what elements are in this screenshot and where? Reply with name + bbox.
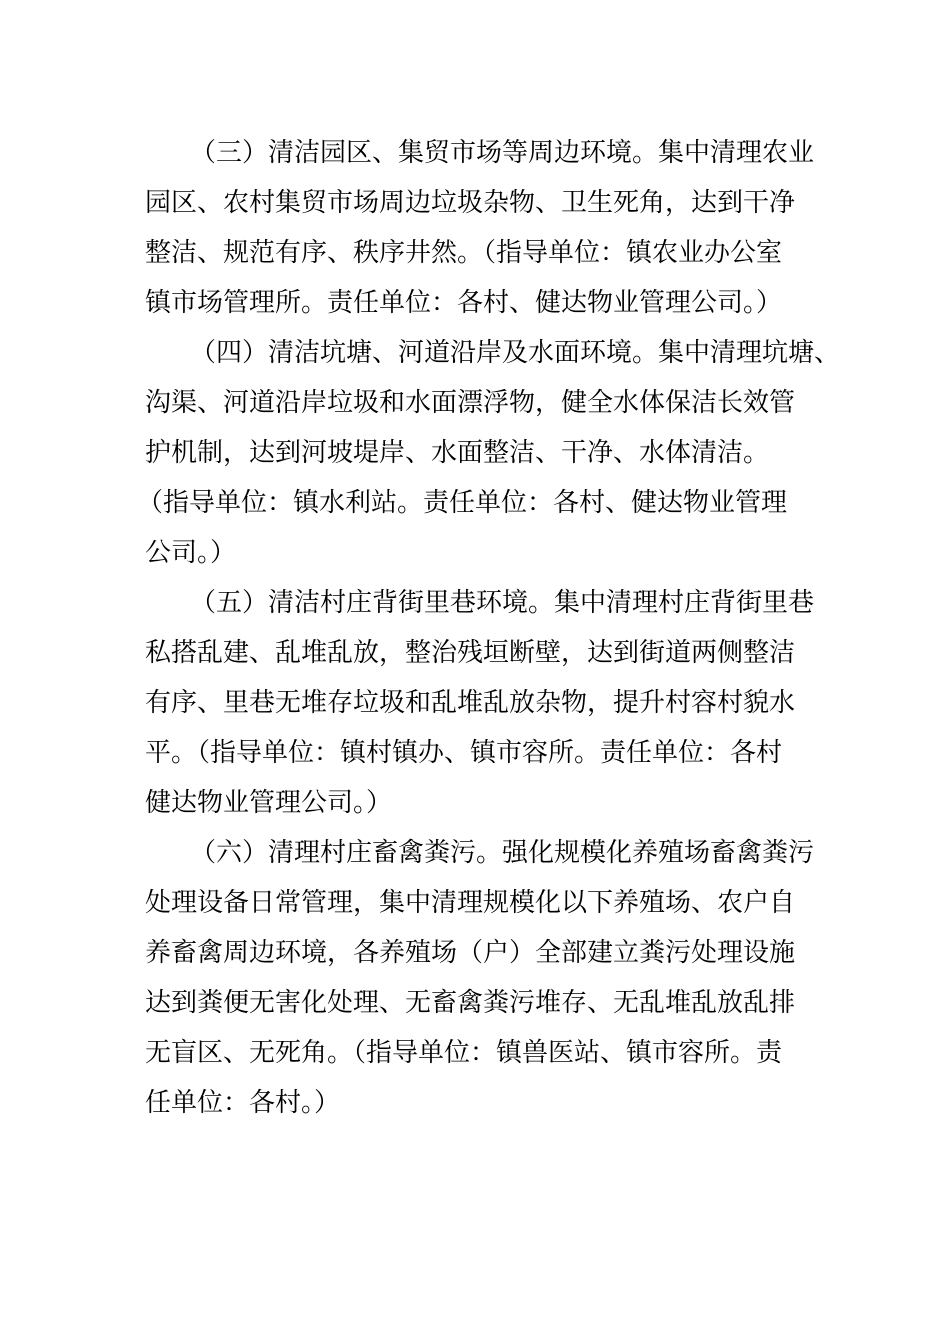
text-line: 养畜禽周边环境，各养殖场（户）全部建立粪污处理设施 (145, 938, 796, 968)
text-line: 园区、农村集贸市场周边垃圾杂物、卫生死角，达到干净 (145, 188, 796, 218)
text-line: （六）清理村庄畜禽粪污。强化规模化养殖场畜禽粪污 (190, 838, 815, 868)
text-line: 有序、里巷无堆存垃圾和乱堆乱放杂物，提升村容村貌水 (145, 688, 796, 718)
text-line: （指导单位：镇水利站。责任单位：各村、健达物业管理 (137, 488, 788, 518)
text-line: 护机制，达到河坡堤岸、水面整洁、干净、水体清洁。 (145, 438, 770, 468)
paragraph-6 (145, 828, 815, 1128)
paragraph-4 (137, 328, 841, 578)
text-line: 处理设备日常管理，集中清理规模化以下养殖场、农户自 (145, 888, 796, 918)
text-line: 平。（指导单位：镇村镇办、镇市容所。责任单位：各村 (145, 738, 783, 768)
text-line: 健达物业管理公司。） (145, 788, 393, 818)
text-line: （四）清洁坑塘、河道沿岸及水面环境。集中清理坑塘、 (190, 338, 841, 368)
paragraph-5 (145, 578, 815, 828)
text-line: 达到粪便无害化处理、无畜禽粪污堆存、无乱堆乱放乱排 (145, 988, 796, 1018)
paragraph-3 (145, 128, 815, 328)
text-line: 沟渠、河道沿岸垃圾和水面漂浮物，健全水体保洁长效管 (145, 388, 796, 418)
document-body (137, 128, 841, 1128)
text-line: 镇市场管理所。责任单位：各村、健达物业管理公司。） (145, 288, 783, 318)
text-line: 私搭乱建、乱堆乱放，整治残垣断壁，达到街道两侧整洁 (145, 638, 796, 668)
text-line: 无盲区、无死角。（指导单位：镇兽医站、镇市容所。责 (145, 1038, 783, 1068)
text-line: （三）清洁园区、集贸市场等周边环境。集中清理农业 (190, 138, 815, 168)
text-line: 公司。） (145, 538, 237, 568)
text-line: 任单位：各村。） (145, 1088, 341, 1118)
text-line: 整洁、规范有序、秩序井然。（指导单位：镇农业办公室 (145, 238, 783, 268)
text-line: （五）清洁村庄背街里巷环境。集中清理村庄背街里巷 (190, 588, 815, 618)
